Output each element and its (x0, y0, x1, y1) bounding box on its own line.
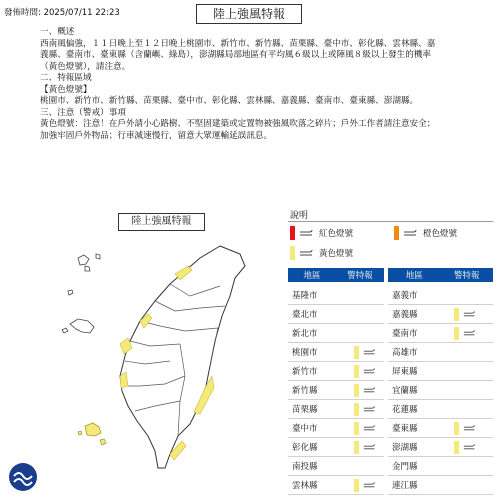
area-name: 南投縣 (292, 462, 318, 472)
table-row (288, 383, 384, 397)
legend-title: 說明 (290, 211, 309, 221)
yellow-signal (354, 422, 359, 435)
wind-icon (463, 309, 477, 319)
area-name: 臺中市 (292, 424, 318, 434)
row-divider (388, 380, 493, 381)
row-divider (388, 361, 493, 362)
signal-cell (342, 422, 384, 435)
cwa-logo (8, 462, 38, 492)
row-divider (288, 475, 384, 476)
text-line: 加強牢固戶外物品；行車減速慢行，留意大眾運輸延誤訊息。 (40, 130, 273, 141)
col-area: 地區 (303, 271, 321, 281)
penghu-island (85, 423, 101, 436)
row-divider (388, 494, 493, 495)
area-name: 澎湖縣 (392, 443, 418, 453)
matsu-island (68, 290, 73, 295)
text-line: 一、概述 (40, 27, 75, 37)
orange-swatch (394, 226, 399, 240)
legend-divider (288, 221, 493, 222)
text-line: 【黃色燈號】 (40, 84, 92, 95)
wind-icon (463, 328, 477, 338)
signal-cell (442, 441, 493, 454)
area-name: 宜蘭縣 (392, 386, 418, 396)
row-divider (288, 342, 384, 343)
area-name: 彰化縣 (292, 443, 318, 453)
matsu-island (96, 254, 100, 259)
yellow-signal (354, 384, 359, 397)
row-divider (388, 437, 493, 438)
wind-icon (363, 480, 377, 490)
table-row (388, 402, 493, 416)
wind-icon (299, 248, 315, 258)
yellow-signal (354, 365, 359, 378)
table-row (388, 326, 493, 340)
wind-icon (363, 442, 377, 452)
taiwan-map (40, 236, 285, 496)
row-divider (388, 456, 493, 457)
signal-cell (342, 365, 384, 378)
signal-cell (342, 346, 384, 359)
table-row (288, 440, 384, 454)
row-divider (288, 494, 384, 495)
yellow-signal (354, 441, 359, 454)
area-name: 屏東縣 (392, 367, 418, 377)
legend-orange-label: 橙色燈號 (423, 229, 458, 239)
row-divider (288, 304, 384, 305)
wind-icon (299, 228, 315, 238)
wind-icon (363, 347, 377, 357)
legend-red-label: 紅色燈號 (319, 229, 354, 239)
text-line: 黃色燈號：注意！在戶外請小心路樹、不堅固建築或定置物被強風吹落之碎片；戶外工作者請注意安全； (40, 119, 436, 129)
penghu-island (78, 431, 82, 435)
area-name: 臺南市 (392, 329, 418, 339)
area-name: 新竹縣 (292, 386, 318, 396)
signal-cell (342, 479, 384, 492)
red-swatch (290, 226, 295, 240)
table-row (388, 307, 493, 321)
area-name: 基隆市 (292, 291, 318, 301)
matsu-island (78, 255, 89, 265)
page-title: 陸上強風特報 (196, 4, 302, 24)
issue-time: 發佈時間: 2025/07/11 22:23 (4, 8, 120, 18)
area-name: 金門縣 (392, 462, 418, 472)
row-divider (388, 418, 493, 419)
warning-text (40, 27, 492, 142)
matsu-island (85, 266, 90, 271)
wind-icon (363, 404, 377, 414)
table-row (388, 440, 493, 454)
table-row (288, 326, 384, 340)
text-line: （黃色燈號），請注意。 (40, 61, 131, 72)
row-divider (388, 323, 493, 324)
row-divider (288, 361, 384, 362)
table-row (288, 459, 384, 473)
area-name: 嘉義縣 (392, 310, 418, 320)
kinmen-island (62, 328, 68, 333)
table-header-right (388, 268, 493, 282)
signal-cell (442, 327, 493, 340)
col-signal: 警特報 (347, 271, 373, 281)
signal-cell (342, 384, 384, 397)
col-area: 地區 (405, 271, 423, 281)
area-name: 桃園市 (292, 348, 318, 358)
table-row (388, 459, 493, 473)
area-name: 臺北市 (292, 310, 318, 320)
wind-icon (403, 228, 419, 238)
area-name: 嘉義市 (392, 291, 418, 301)
area-name: 臺東縣 (392, 424, 418, 434)
area-name: 花蓮縣 (392, 405, 418, 415)
row-divider (288, 323, 384, 324)
signal-cell (342, 441, 384, 454)
col-signal: 警特報 (453, 271, 480, 281)
table-row (288, 345, 384, 359)
wind-icon (363, 385, 377, 395)
table-row (388, 288, 493, 302)
signal-cell (342, 403, 384, 416)
legend-yellow-label: 黃色燈號 (319, 249, 354, 259)
row-divider (288, 437, 384, 438)
area-name: 連江縣 (392, 481, 418, 491)
row-divider (388, 342, 493, 343)
area-name: 苗栗縣 (292, 405, 318, 415)
text-line: 桃園市、新竹市、新竹縣、苗栗縣、臺中市、彰化縣、雲林縣、嘉義縣、臺南市、臺東縣、澎湖縣。 (40, 96, 419, 106)
text-line: 三、注意（警戒）事項 (40, 107, 126, 118)
table-row (288, 478, 384, 492)
yellow-signal (354, 403, 359, 416)
text-line: 義縣、臺南市、臺東縣（含蘭嶼、綠島），澎湖縣局部地區有平均風６級以上或陣風８級以上發生的機率 (40, 50, 432, 60)
table-row (288, 288, 384, 302)
text-line: 西南風偏強，１１日晚上至１２日晚上桃園市、新竹市、新竹縣、苗栗縣、臺中市、彰化縣、雲林縣、嘉 (40, 38, 436, 49)
legend-red (290, 226, 353, 240)
yellow-signal (354, 346, 359, 359)
row-divider (288, 380, 384, 381)
table-row (388, 345, 493, 359)
row-divider (388, 304, 493, 305)
table-row (388, 478, 493, 492)
wind-icon (463, 423, 477, 433)
row-divider (388, 475, 493, 476)
signal-cell (442, 422, 493, 435)
table-row (388, 364, 493, 378)
table-row (288, 307, 384, 321)
table-row (288, 364, 384, 378)
yellow-signal (454, 422, 459, 435)
taiwan-main-island (120, 246, 245, 468)
table-row (288, 402, 384, 416)
area-name: 新竹市 (292, 367, 318, 377)
table-row (388, 421, 493, 435)
row-divider (388, 399, 493, 400)
row-divider (288, 456, 384, 457)
signal-cell (442, 308, 493, 321)
table-header-left (288, 268, 384, 282)
area-name: 雲林縣 (292, 481, 318, 491)
kinmen-island (70, 319, 94, 333)
yellow-swatch (290, 246, 295, 260)
table-row (288, 421, 384, 435)
legend-yellow (290, 246, 353, 260)
yellow-signal (454, 327, 459, 340)
text-line: 二、特報區域 (40, 73, 92, 83)
area-name: 新北市 (292, 329, 318, 339)
yellow-signal (454, 441, 459, 454)
wind-icon (463, 442, 477, 452)
row-divider (288, 399, 384, 400)
yellow-signal (454, 308, 459, 321)
row-divider (288, 418, 384, 419)
map-title: 陸上強風特報 (118, 213, 205, 231)
legend-orange (394, 226, 457, 240)
wind-icon (363, 366, 377, 376)
wind-icon (363, 423, 377, 433)
penghu-island (100, 439, 106, 445)
area-name: 高雄市 (392, 348, 418, 358)
table-row (388, 383, 493, 397)
yellow-signal (354, 479, 359, 492)
